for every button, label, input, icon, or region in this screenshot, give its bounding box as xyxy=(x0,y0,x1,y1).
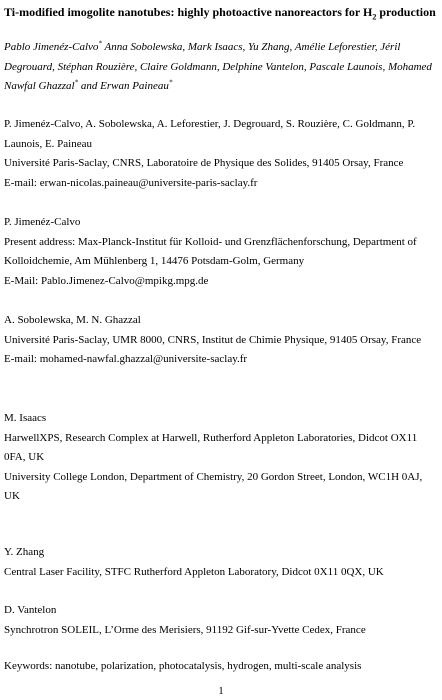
page-number: 1 xyxy=(218,685,224,697)
affiliation-block xyxy=(4,115,438,193)
affiliation-address: Central Laser Facility, STFC Rutherford Appleton Laboratory, Didcot 0X11 0QX, UK xyxy=(4,565,384,578)
title-tail: production xyxy=(376,5,436,19)
affiliation-block xyxy=(4,543,438,582)
affiliation-email: E-Mail: Pablo.Jimenez-Calvo@mpikg.mpg.de xyxy=(4,274,209,287)
affiliation-block xyxy=(4,311,438,370)
title-text: Ti-modified imogolite nanotubes: highly photoactive nanoreactors for H xyxy=(4,5,373,19)
affiliation-names: P. Jimenéz-Calvo, A. Sobolewska, A. Leforestier, J. Degrouard, S. Rouzière, C. Goldmann, P. Launois, E. Paineau xyxy=(4,118,416,150)
affiliation-address: Université Paris-Saclay, UMR 8000, CNRS, Institut de Chimie Physique, 91405 Orsay, France xyxy=(4,333,422,346)
paper-title xyxy=(4,5,440,22)
author-list xyxy=(4,38,436,97)
title-subscript: 2 xyxy=(372,12,377,22)
author-name: Pablo Jimenéz-Calvo xyxy=(4,41,99,53)
affiliation-names: A. Sobolewska, M. N. Ghazzal xyxy=(4,314,141,326)
affiliation-address: Université Paris-Saclay, CNRS, Laboratoire de Physique des Solides, 91405 Orsay, France xyxy=(4,157,404,170)
affiliation-address: University College London, Department of Chemistry, 20 Gordon Street, London, WC1H 0AJ, UK xyxy=(4,470,423,503)
affiliation-block xyxy=(4,601,438,640)
affiliation-block xyxy=(4,409,438,507)
affiliation-email: E-mail: mohamed-nawfal.ghazzal@universite-saclay.fr xyxy=(4,353,248,366)
affiliation-names: P. Jimenéz-Calvo xyxy=(4,216,81,228)
affiliation-names: D. Vantelon xyxy=(4,604,57,616)
affiliation-address: Synchrotron SOLEIL, L’Orme des Merisiers, 91192 Gif-sur-Yvette Cedex, France xyxy=(4,623,366,636)
author-name: and Erwan Paineau xyxy=(80,80,169,93)
corresponding-mark: * xyxy=(168,78,173,87)
affiliation-address: Present address: Max-Planck-Institut für Kolloid- und Grenzflächenforschung, Department of Kolloidchemie, Am Mühlenberg 1, 14476 Potsdam-Golm, Germany xyxy=(4,235,417,268)
author-name: Anna Sobolewska, Mark Isaacs, Yu Zhang, Amélie Leforestier, Jéril Degrouard, Stéphan Rouzière, Claire Goldmann, Delphine Vantelon, Pascale Launois, Mohamed Nawfal Ghazzal xyxy=(4,41,432,93)
affiliation-email: E-mail: erwan-nicolas.paineau@universite-paris-saclay.fr xyxy=(4,176,258,189)
keywords-text: Keywords: nanotube, polarization, photocatalysis, hydrogen, multi-scale analysis xyxy=(4,660,362,672)
corresponding-mark: * xyxy=(98,39,102,48)
affiliation-block xyxy=(4,213,438,291)
affiliation-names: Y. Zhang xyxy=(4,546,45,558)
affiliation-names: M. Isaacs xyxy=(4,412,47,424)
affiliation-address: HarwellXPS, Research Complex at Harwell, Rutherford Appleton Laboratories, Didcot OX11 0FA, UK xyxy=(4,431,418,464)
corresponding-mark: * xyxy=(74,78,79,87)
keywords xyxy=(4,657,438,677)
